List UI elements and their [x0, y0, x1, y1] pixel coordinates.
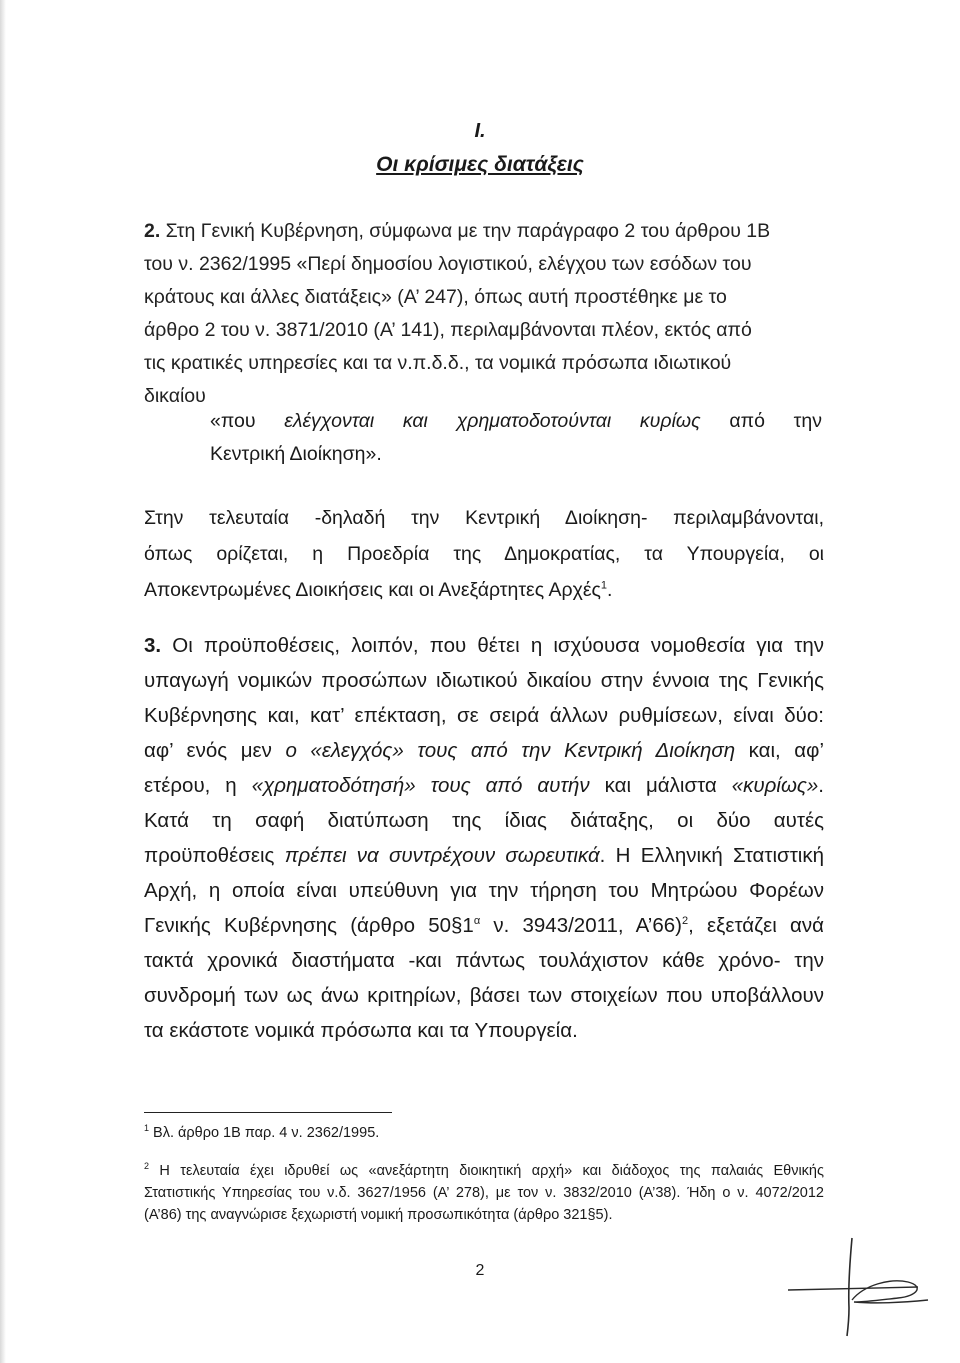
paragraph-2-line-6: δικαίου [144, 385, 206, 407]
section-title: Οι κρίσιμες διατάξεις [376, 153, 584, 176]
central-line-1: Στην τελευταία -δηλαδή την Κεντρική Διοίκηση- περιλαμβάνονται, [144, 507, 824, 529]
paragraph-2-line-2: του ν. 2362/1995 «Περί δημοσίου λογιστικού, ελέγχου των εσόδων του [144, 253, 752, 275]
paragraph-3-line-6: Κατά τη σαφή διατύπωση της ίδιας διάταξης, οι δύο αυτές [144, 809, 824, 832]
page-number: 2 [475, 1262, 485, 1279]
paragraph-3 [144, 628, 824, 1048]
footnote-2-line-3: (Α’86) της αναγνώρισε ξεχωριστή νομική προσωπικότητα (άρθρο 321§5). [144, 1207, 613, 1223]
paragraph-2 [144, 215, 824, 413]
paragraph-2-line-3: κράτους και άλλες διατάξεις» (Α’ 247), όπως αυτή προστέθηκε με το [144, 286, 727, 308]
paragraph-2-line-1: 2. Στη Γενική Κυβέρνηση, σύμφωνα με την παράγραφο 2 του άρθρου 1Β [144, 220, 771, 242]
footnote-divider [144, 1112, 392, 1113]
central-line-2: όπως ορίζεται, η Προεδρία της Δημοκρατίας, τα Υπουργεία, οι [144, 543, 824, 565]
footnote-ref-2[interactable]: 2 [681, 915, 689, 928]
block-quote-line-1: «που ελέγχονται και χρηματοδοτούνται κυρίως από την [210, 410, 822, 432]
footnote-2-line-1: $^2$ Η τελευταία έχει ιδρυθεί ως «ανεξάρτητη διοικητική αρχή» και διάδοχος της παλαιάς Εθνικής [144, 1161, 824, 1179]
paragraph-3-line-5: ετέρου, η «χρηματοδότησή» τους από αυτήν και μάλιστα «κυρίως». [144, 774, 824, 797]
paragraph-3-line-9: Γενικής Κυβέρνησης (άρθρο $50\S 1^\alpha$ ν. 3943/2011, Α’66)$^2$, εξετάζει ανά [144, 914, 824, 937]
paragraph-3-line-1: 3. Οι προϋποθέσεις, λοιπόν, που θέτει η ισχύουσα νομοθεσία για την [144, 634, 824, 657]
paragraph-3-line-7: προϋποθέσεις πρέπει να συντρέχουν σωρευτικά. Η Ελληνική Στατιστική [144, 844, 825, 867]
block-quote-line-2: Κεντρική Διοίκηση». [210, 443, 382, 465]
footnote-2 [144, 1160, 824, 1226]
footnote-ref-1[interactable]: 1 [600, 579, 608, 592]
handwritten-signature [768, 1230, 938, 1340]
paragraph-central-administration [144, 500, 824, 608]
paragraph-3-number: 3. [144, 634, 162, 657]
paragraph-3-line-2: υπαγωγή νομικών προσώπων ιδιωτικού δικαίου στην έννοια της Γενικής [144, 669, 824, 692]
paragraph-3-line-12: τα εκάστοτε νομικά πρόσωπα και τα Υπουργεία. [144, 1019, 578, 1042]
footnote-2-line-2: Στατιστικής Υπηρεσίας του ν.δ. 3627/1956 (Α’ 278), με τον ν. 3832/2010 (Α’38). Ήδη ο ν. 4072/2012 [144, 1185, 824, 1201]
paragraph-3-line-3: Κυβέρνησης και, κατ’ επέκταση, σε σειρά άλλων ρυθμίσεων, είναι δύο: [144, 704, 824, 727]
paragraph-3-line-10: τακτά χρονικά διαστήματα -και πάντως τουλάχιστον κάθε χρόνο- την [144, 949, 824, 972]
paragraph-2-number: 2. [144, 220, 161, 242]
central-line-3: Αποκεντρωμένες Διοικήσεις και οι Ανεξάρτητες Αρχές$^1$. [144, 579, 613, 601]
section-number: I. [474, 120, 486, 142]
scan-edge-shadow [0, 0, 6, 1363]
block-quote [210, 405, 822, 471]
paragraph-2-line-5: τις κρατικές υπηρεσίες και τα ν.π.δ.δ., τα νομικά πρόσωπα ιδιωτικού [144, 352, 732, 374]
paragraph-3-line-4: αφ’ ενός μεν ο «ελεγχός» τους από την Κεντρική Διοίκηση και, αφ’ [144, 739, 824, 762]
footnote-1: $^1$ Βλ. άρθρο 1Β παρ. 4 ν. 2362/1995. [144, 1123, 380, 1141]
paragraph-2-line-4: άρθρο 2 του ν. 3871/2010 (Α’ 141), περιλαμβάνονται πλέον, εκτός από [144, 319, 752, 341]
paragraph-3-line-11: συνδρομή των ως άνω κριτηρίων, βάσει των στοιχείων που υποβάλλουν [144, 984, 824, 1007]
paragraph-3-line-8: Αρχή, η οποία είναι υπεύθυνη για την τήρηση του Μητρώου Φορέων [144, 879, 824, 902]
